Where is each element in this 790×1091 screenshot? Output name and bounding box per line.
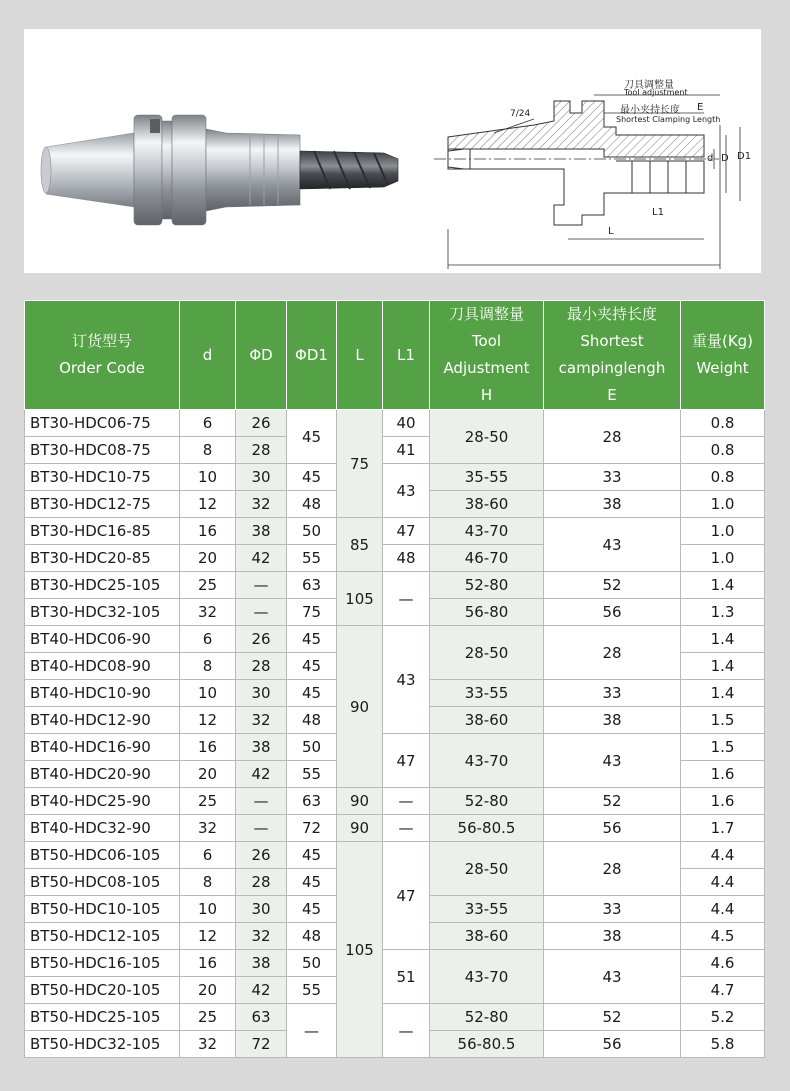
- cell-shortest-clamping: 33: [544, 896, 681, 923]
- cell-d: 32: [180, 1031, 236, 1058]
- header-phi-d: ΦD: [236, 301, 287, 410]
- drawing-label-clamping-cn: 最小夹持长度: [620, 105, 680, 116]
- cell-phi-d1: 48: [287, 923, 337, 950]
- cell-tool-adjustment: 56-80.5: [430, 815, 544, 842]
- cell-phi-d: 42: [236, 545, 287, 572]
- cell-d: 8: [180, 869, 236, 896]
- cell-d: 10: [180, 680, 236, 707]
- cell-phi-d1: 55: [287, 977, 337, 1004]
- cell-phi-d: 28: [236, 653, 287, 680]
- header-d: d: [180, 301, 236, 410]
- cell-phi-d: 72: [236, 1031, 287, 1058]
- cell-order-code: BT30-HDC25-105: [25, 572, 180, 599]
- cell-l1: 47: [383, 518, 430, 545]
- table-row: [25, 1004, 765, 1031]
- cell-weight: 1.0: [681, 491, 765, 518]
- cell-phi-d: 28: [236, 869, 287, 896]
- cell-l1: 47: [383, 842, 430, 950]
- cell-phi-d: 63: [236, 1004, 287, 1031]
- cell-phi-d: 30: [236, 464, 287, 491]
- cell-phi-d: 26: [236, 626, 287, 653]
- cell-phi-d: 26: [236, 410, 287, 437]
- cell-phi-d: 26: [236, 842, 287, 869]
- cell-weight: 4.4: [681, 896, 765, 923]
- cell-order-code: BT50-HDC16-105: [25, 950, 180, 977]
- cell-weight: 1.5: [681, 734, 765, 761]
- cell-order-code: BT30-HDC20-85: [25, 545, 180, 572]
- drawing-label-L1: L1: [652, 207, 664, 218]
- cell-phi-d: 38: [236, 518, 287, 545]
- cell-tool-adjustment: 38-60: [430, 491, 544, 518]
- cell-tool-adjustment: 43-70: [430, 950, 544, 1004]
- cell-l1: —: [383, 1004, 430, 1058]
- cell-l1: —: [383, 815, 430, 842]
- cell-weight: 1.5: [681, 707, 765, 734]
- cell-weight: 1.3: [681, 599, 765, 626]
- table-row: [25, 518, 765, 545]
- cell-phi-d: 30: [236, 896, 287, 923]
- cell-tool-adjustment: 46-70: [430, 545, 544, 572]
- cell-l1: 51: [383, 950, 430, 1004]
- cell-weight: 4.4: [681, 842, 765, 869]
- cell-tool-adjustment: 28-50: [430, 842, 544, 896]
- cell-weight: 1.0: [681, 545, 765, 572]
- header-weight: 重量(Kg) Weight: [681, 301, 765, 410]
- cell-l: 90: [337, 788, 383, 815]
- cell-phi-d1: 45: [287, 896, 337, 923]
- table-row: [25, 572, 765, 599]
- cell-d: 6: [180, 842, 236, 869]
- cell-d: 8: [180, 653, 236, 680]
- cell-phi-d1: 45: [287, 464, 337, 491]
- header-phi-d1: ΦD1: [287, 301, 337, 410]
- tool-holder-photo: [24, 29, 404, 273]
- cell-order-code: BT30-HDC16-85: [25, 518, 180, 545]
- cell-order-code: BT40-HDC25-90: [25, 788, 180, 815]
- cell-d: 12: [180, 923, 236, 950]
- table-body: [25, 410, 765, 1058]
- cell-l: 105: [337, 572, 383, 626]
- cell-l1: 48: [383, 545, 430, 572]
- cell-phi-d: —: [236, 788, 287, 815]
- cell-d: 25: [180, 788, 236, 815]
- cell-shortest-clamping: 28: [544, 842, 681, 896]
- cell-phi-d1: 75: [287, 599, 337, 626]
- cell-shortest-clamping: 28: [544, 626, 681, 680]
- cell-phi-d1: 45: [287, 626, 337, 653]
- cell-d: 25: [180, 572, 236, 599]
- cell-l: 105: [337, 842, 383, 1058]
- cell-l: 90: [337, 815, 383, 842]
- cell-order-code: BT40-HDC08-90: [25, 653, 180, 680]
- cell-shortest-clamping: 56: [544, 1031, 681, 1058]
- cell-phi-d: 30: [236, 680, 287, 707]
- cell-order-code: BT40-HDC06-90: [25, 626, 180, 653]
- cell-weight: 1.0: [681, 518, 765, 545]
- cell-phi-d1: 72: [287, 815, 337, 842]
- header-tool-adjustment: 刀具调整量 Tool Adjustment H: [430, 301, 544, 410]
- table-row: [25, 464, 765, 491]
- cell-order-code: BT50-HDC10-105: [25, 896, 180, 923]
- cell-shortest-clamping: 38: [544, 491, 681, 518]
- product-image-panel: [24, 29, 761, 273]
- drawing-label-L: L: [608, 226, 614, 237]
- cell-order-code: BT50-HDC25-105: [25, 1004, 180, 1031]
- cell-order-code: BT40-HDC12-90: [25, 707, 180, 734]
- cell-tool-adjustment: 35-55: [430, 464, 544, 491]
- drawing-label-tool-adjustment-en: Tool adjustment: [624, 88, 688, 97]
- cell-phi-d: 32: [236, 491, 287, 518]
- cell-phi-d1: 45: [287, 842, 337, 869]
- cell-shortest-clamping: 52: [544, 788, 681, 815]
- cell-phi-d1: 45: [287, 410, 337, 464]
- cell-phi-d: —: [236, 599, 287, 626]
- cell-tool-adjustment: 28-50: [430, 410, 544, 464]
- cell-shortest-clamping: 43: [544, 734, 681, 788]
- cell-d: 20: [180, 545, 236, 572]
- cell-phi-d1: 63: [287, 788, 337, 815]
- cell-order-code: BT50-HDC08-105: [25, 869, 180, 896]
- cell-phi-d1: 55: [287, 761, 337, 788]
- cell-l: 75: [337, 410, 383, 518]
- cell-tool-adjustment: 28-50: [430, 626, 544, 680]
- header-order-code: 订货型号 Order Code: [25, 301, 180, 410]
- cell-shortest-clamping: 52: [544, 1004, 681, 1031]
- cell-weight: 1.6: [681, 761, 765, 788]
- cell-weight: 1.7: [681, 815, 765, 842]
- cell-d: 16: [180, 950, 236, 977]
- cell-d: 6: [180, 626, 236, 653]
- drawing-label-D: D: [721, 153, 729, 164]
- cell-l1: —: [383, 572, 430, 626]
- header-shortest-clamping: 最小夹持长度 Shortest campinglengh E: [544, 301, 681, 410]
- cell-order-code: BT30-HDC12-75: [25, 491, 180, 518]
- cell-weight: 4.6: [681, 950, 765, 977]
- cell-l1: 47: [383, 734, 430, 788]
- cell-l1: 40: [383, 410, 430, 437]
- cell-weight: 5.8: [681, 1031, 765, 1058]
- cell-tool-adjustment: 52-80: [430, 788, 544, 815]
- cell-tool-adjustment: 52-80: [430, 572, 544, 599]
- cell-phi-d: 28: [236, 437, 287, 464]
- cell-phi-d1: 63: [287, 572, 337, 599]
- cell-shortest-clamping: 56: [544, 815, 681, 842]
- cell-tool-adjustment: 38-60: [430, 923, 544, 950]
- header-l1: L1: [383, 301, 430, 410]
- cell-order-code: BT40-HDC20-90: [25, 761, 180, 788]
- cell-order-code: BT50-HDC32-105: [25, 1031, 180, 1058]
- cell-phi-d1: 48: [287, 491, 337, 518]
- cell-phi-d: 32: [236, 923, 287, 950]
- cell-weight: 5.2: [681, 1004, 765, 1031]
- cell-shortest-clamping: 33: [544, 680, 681, 707]
- cell-shortest-clamping: 56: [544, 599, 681, 626]
- cell-order-code: BT30-HDC32-105: [25, 599, 180, 626]
- drawing-label-clamping-e: E: [697, 102, 704, 113]
- cell-l: 85: [337, 518, 383, 572]
- cell-weight: 1.4: [681, 680, 765, 707]
- cell-order-code: BT40-HDC10-90: [25, 680, 180, 707]
- cell-phi-d1: 48: [287, 707, 337, 734]
- drawing-label-D1: D1: [737, 151, 752, 162]
- cell-tool-adjustment: 43-70: [430, 518, 544, 545]
- cell-shortest-clamping: 28: [544, 410, 681, 464]
- cell-phi-d: 38: [236, 734, 287, 761]
- table-header-row: [25, 301, 765, 410]
- cell-d: 10: [180, 896, 236, 923]
- cell-d: 12: [180, 707, 236, 734]
- cell-d: 32: [180, 815, 236, 842]
- cell-d: 25: [180, 1004, 236, 1031]
- cell-d: 10: [180, 464, 236, 491]
- cell-tool-adjustment: 43-70: [430, 734, 544, 788]
- drawing-label-tool-adjustment-cn: 刀具调整量: [624, 80, 674, 91]
- cell-tool-adjustment: 52-80: [430, 1004, 544, 1031]
- cell-shortest-clamping: 33: [544, 464, 681, 491]
- cell-weight: 1.4: [681, 572, 765, 599]
- cell-weight: 1.6: [681, 788, 765, 815]
- cell-order-code: BT50-HDC20-105: [25, 977, 180, 1004]
- cell-shortest-clamping: 38: [544, 923, 681, 950]
- cell-d: 16: [180, 734, 236, 761]
- cell-d: 32: [180, 599, 236, 626]
- cell-phi-d: 32: [236, 707, 287, 734]
- header-l: L: [337, 301, 383, 410]
- cell-d: 6: [180, 410, 236, 437]
- cell-l1: 43: [383, 464, 430, 518]
- table-row: [25, 815, 765, 842]
- cell-phi-d1: 50: [287, 950, 337, 977]
- cell-order-code: BT50-HDC12-105: [25, 923, 180, 950]
- cell-shortest-clamping: 38: [544, 707, 681, 734]
- technical-drawing: [404, 29, 761, 273]
- table-row: [25, 626, 765, 653]
- table-row: [25, 842, 765, 869]
- cell-weight: 0.8: [681, 410, 765, 437]
- cell-phi-d1: 45: [287, 653, 337, 680]
- cell-d: 8: [180, 437, 236, 464]
- cell-phi-d1: 55: [287, 545, 337, 572]
- cell-weight: 1.4: [681, 653, 765, 680]
- cell-tool-adjustment: 33-55: [430, 896, 544, 923]
- cell-phi-d1: 45: [287, 680, 337, 707]
- cell-d: 12: [180, 491, 236, 518]
- table-row: [25, 734, 765, 761]
- table-row: [25, 410, 765, 437]
- cell-order-code: BT30-HDC06-75: [25, 410, 180, 437]
- cell-phi-d: 42: [236, 761, 287, 788]
- cell-phi-d: —: [236, 572, 287, 599]
- drawing-label-clamping-en: Shortest Clamping Length: [616, 115, 721, 124]
- cell-phi-d: 42: [236, 977, 287, 1004]
- cell-phi-d1: —: [287, 1004, 337, 1058]
- cell-order-code: BT30-HDC10-75: [25, 464, 180, 491]
- cell-l1: 41: [383, 437, 430, 464]
- table-row: [25, 950, 765, 977]
- cell-weight: 4.5: [681, 923, 765, 950]
- cell-shortest-clamping: 43: [544, 518, 681, 572]
- cell-phi-d: 38: [236, 950, 287, 977]
- cell-d: 20: [180, 761, 236, 788]
- cell-shortest-clamping: 43: [544, 950, 681, 1004]
- cell-shortest-clamping: 52: [544, 572, 681, 599]
- cell-tool-adjustment: 56-80.5: [430, 1031, 544, 1058]
- cell-weight: 4.4: [681, 869, 765, 896]
- cell-phi-d1: 50: [287, 734, 337, 761]
- cell-weight: 0.8: [681, 437, 765, 464]
- cell-order-code: BT40-HDC16-90: [25, 734, 180, 761]
- cell-d: 16: [180, 518, 236, 545]
- cell-phi-d: —: [236, 815, 287, 842]
- cell-order-code: BT40-HDC32-90: [25, 815, 180, 842]
- table-row: [25, 788, 765, 815]
- cell-tool-adjustment: 56-80: [430, 599, 544, 626]
- cell-phi-d1: 50: [287, 518, 337, 545]
- cell-weight: 1.4: [681, 626, 765, 653]
- cell-weight: 4.7: [681, 977, 765, 1004]
- cell-l1: —: [383, 788, 430, 815]
- cell-d: 20: [180, 977, 236, 1004]
- spec-table: [24, 300, 765, 1058]
- cell-order-code: BT50-HDC06-105: [25, 842, 180, 869]
- cell-phi-d1: 45: [287, 869, 337, 896]
- cell-tool-adjustment: 38-60: [430, 707, 544, 734]
- drawing-label-d: d: [707, 153, 714, 164]
- drawing-label-angle: 7/24: [510, 109, 531, 119]
- cell-weight: 0.8: [681, 464, 765, 491]
- cell-tool-adjustment: 33-55: [430, 680, 544, 707]
- cell-order-code: BT30-HDC08-75: [25, 437, 180, 464]
- cell-l1: 43: [383, 626, 430, 734]
- cell-l: 90: [337, 626, 383, 788]
